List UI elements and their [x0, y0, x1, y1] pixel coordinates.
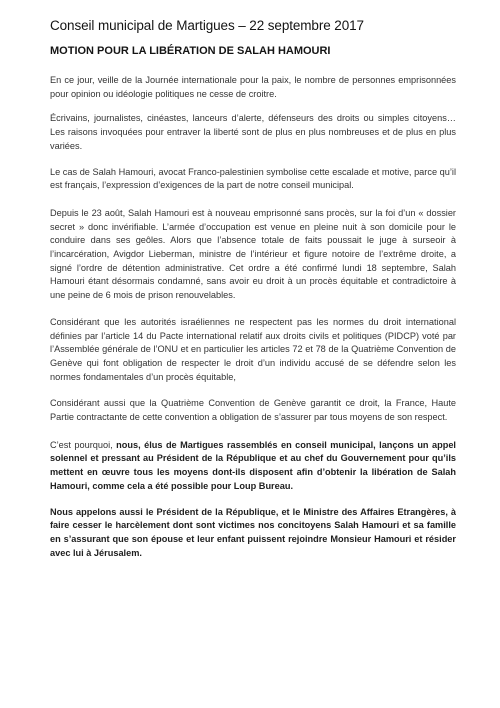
paragraph-considering-geneva: Considérant aussi que la Quatrième Convention de Genève garantit ce droit, la France, Haute Partie contractante de cette convention a obligation de s’assurer par tous moyens de son respect.: [50, 398, 456, 423]
motion-title: MOTION POUR LA LIBÉRATION DE SALAH HAMOURI: [50, 45, 331, 57]
paragraph-appeal: [50, 439, 456, 494]
document-header: Conseil municipal de Martigues – 22 septembre 2017: [50, 18, 364, 33]
appeal-bold: nous, élus de Martigues rassemblés en conseil municipal, lançons un appel solennel et pressant au Président de la République et au chef du Gouvernement pour qu’ils mettent en œuvre tous les moyens dont-ils disposent afin d’obtenir la libération de Salah Hamouri, comme cela a été possible pour Loup Bureau.: [50, 439, 456, 491]
appeal-intro: C’est pourquoi,: [50, 439, 117, 450]
paragraph-case: Le cas de Salah Hamouri, avocat Franco-palestinien symbolise cette escalade et motive, parce qu’il est français, l’expression d’exigences de la part de notre conseil municipal.: [50, 166, 456, 191]
paragraph-intro: En ce jour, veille de la Journée internationale pour la paix, le nombre de personnes emprisonnées pour opinion ou idéologie politiques ne cesse de croitre.: [50, 75, 456, 99]
paragraph-considering-law: Considérant que les autorités israéliennes ne respectent pas les normes du droit international définies par l’article 14 du Pacte international relatif aux droits civils et politiques (PIDCP) voté par l’Assemblée générale de l’ONU et en particulier les articles 72 et 78 de la Quatrième Convention de Genève qui font obligation de respecter le droit d’un individu accusé de se défendre selon les normes fondamentales d’un procès équitable,: [50, 316, 456, 382]
paragraph-family: Nous appelons aussi le Président de la République, et le Ministre des Affaires Etrangères, à faire cesser le harcèlement dont sont victimes nos concitoyens Salah Hamouri et sa famille en s’assurant que son épouse et leur enfant puissent rejoindre Monsieur Hamouri et résider avec lui à Jérusalem.: [50, 506, 456, 558]
paragraph-detention: Depuis le 23 août, Salah Hamouri est à nouveau emprisonné sans procès, sur la foi d’un « dossier secret » donc invérifiable. L’armée d’occupation est venue en pleine nuit à son domicile pour le conduire dans ses geôles. Alors que l’absence totale de faits poussait le juge à surseoir à l’incarcération, Avigdor Lieberman, ministre de l’intérieur et figure notoire de l’extrême droite, a signé l’ordre de détention administrative. Cet ordre a été confirmé lundi 18 septembre, Salah Hamouri étant désormais condamné, sans avoir eu droit à un procès équitable et contradictoire à une peine de 6 mois de prison renouvelables.: [50, 207, 456, 301]
paragraph-victims: Écrivains, journalistes, cinéastes, lanceurs d’alerte, défenseurs des droits ou simples citoyens… Les raisons invoquées pour entraver la liberté sont de plus en plus nombreuses et de plus en plus variées.: [50, 113, 456, 151]
